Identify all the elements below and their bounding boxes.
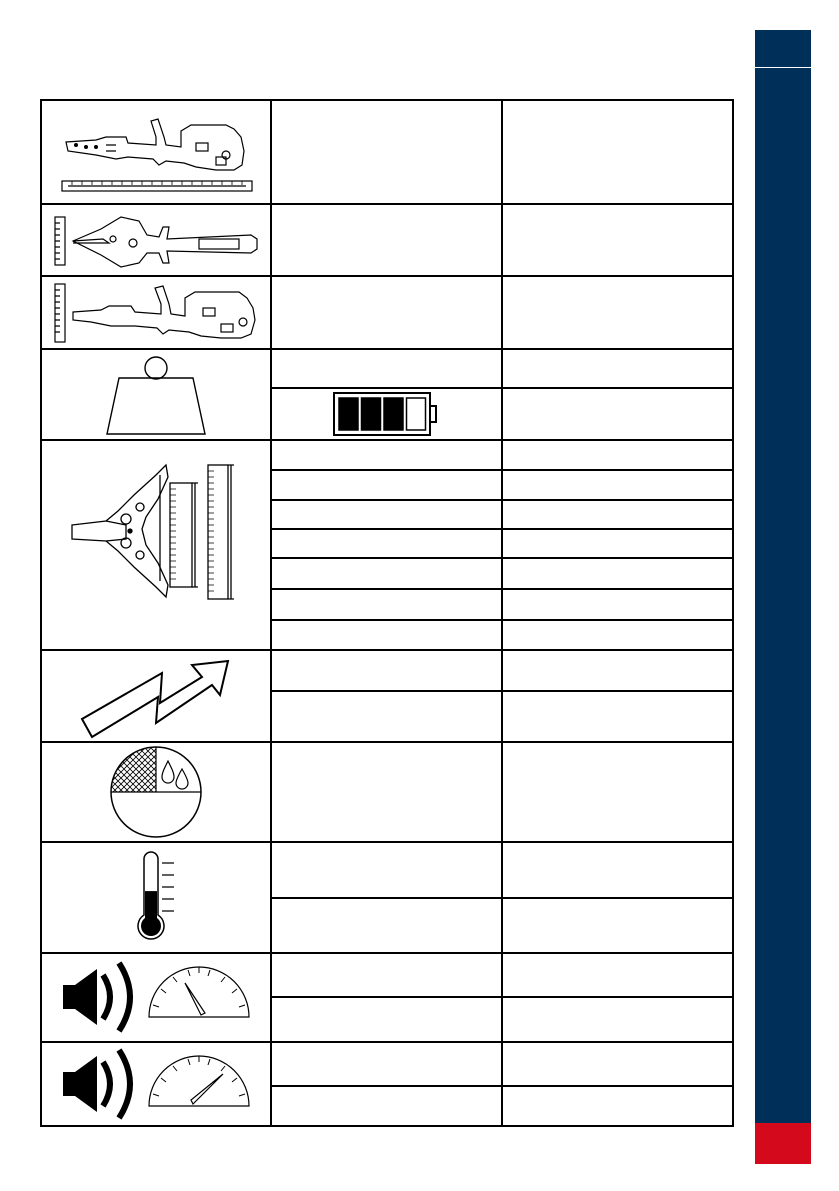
- table-row: [41, 440, 733, 470]
- tool-top-view-width-icon: [51, 209, 261, 271]
- value-cell: [271, 388, 502, 440]
- icon-cell: [41, 1042, 271, 1126]
- icon-cell: [41, 276, 271, 349]
- value-cell: [271, 842, 502, 898]
- battery-cells: [339, 398, 426, 430]
- value-cell: [502, 589, 733, 620]
- value-cell: [502, 204, 733, 275]
- battery-cell-filled: [339, 398, 358, 430]
- value-cell: [271, 440, 502, 470]
- value-cell: [271, 691, 502, 742]
- weight-icon: [81, 354, 231, 436]
- tool-side-view-length-icon: [56, 107, 256, 197]
- value-cell: [502, 276, 733, 349]
- value-cell: [502, 842, 733, 898]
- icon-cell: [41, 440, 271, 650]
- value-cell: [271, 997, 502, 1041]
- value-cell: [271, 898, 502, 953]
- value-cell: [502, 500, 733, 529]
- table-row: [41, 742, 733, 841]
- value-cell: [502, 898, 733, 953]
- value-cell: [502, 742, 733, 841]
- value-cell: [502, 100, 733, 204]
- side-band-marker: [755, 1123, 811, 1164]
- value-cell: [502, 620, 733, 650]
- table-row: [41, 100, 733, 204]
- value-cell: [502, 558, 733, 589]
- value-cell: [271, 589, 502, 620]
- sound-level-gauge-low-icon: [61, 957, 251, 1037]
- sound-level-gauge-high-icon: [61, 1044, 251, 1124]
- value-cell: [271, 620, 502, 650]
- icon-cell: [41, 650, 271, 742]
- icon-cell: [41, 100, 271, 204]
- value-cell: [502, 953, 733, 997]
- value-cell: [271, 349, 502, 388]
- lightning-force-icon: [76, 653, 236, 739]
- icon-cell: [41, 742, 271, 841]
- table-row: [41, 953, 733, 997]
- gauge-icon: [149, 1056, 249, 1106]
- thermometer-level: [145, 892, 157, 920]
- value-cell: [271, 742, 502, 841]
- value-cell: [271, 650, 502, 691]
- tool-side-view-height-icon: [51, 280, 261, 344]
- value-cell: [271, 1086, 502, 1126]
- table-row: [41, 276, 733, 349]
- value-cell: [502, 650, 733, 691]
- gauge-icon: [149, 967, 249, 1017]
- thermometer-icon: [126, 849, 186, 945]
- value-cell: [271, 276, 502, 349]
- value-cell: [502, 1086, 733, 1126]
- side-band: [755, 30, 811, 1164]
- spreader-arms-opening-icon: [66, 455, 246, 635]
- speaker-icon: [63, 1050, 130, 1118]
- table-row: [41, 1042, 733, 1086]
- icon-cell: [41, 953, 271, 1041]
- value-cell: [271, 204, 502, 275]
- value-cell: [271, 470, 502, 499]
- speaker-icon: [63, 963, 130, 1031]
- value-cell: [271, 500, 502, 529]
- value-cell: [502, 470, 733, 499]
- battery-icon: [332, 390, 442, 438]
- value-cell: [271, 529, 502, 558]
- table-row: [41, 842, 733, 898]
- icon-cell: [41, 842, 271, 953]
- value-cell: [502, 1042, 733, 1086]
- battery-cell-filled: [361, 398, 380, 430]
- value-cell: [271, 100, 502, 204]
- dust-water-protection-icon: [106, 745, 206, 839]
- side-band-divider: [755, 67, 811, 68]
- value-cell: [271, 953, 502, 997]
- value-cell: [502, 997, 733, 1041]
- table-row: [41, 204, 733, 275]
- table-row: [41, 349, 733, 388]
- value-cell: [271, 1042, 502, 1086]
- battery-cell-filled: [384, 398, 403, 430]
- value-cell: [271, 558, 502, 589]
- value-cell: [502, 691, 733, 742]
- spec-table: [40, 99, 734, 1127]
- value-cell: [502, 529, 733, 558]
- value-cell: [502, 349, 733, 388]
- table-row: [41, 650, 733, 691]
- icon-cell: [41, 349, 271, 440]
- value-cell: [502, 440, 733, 470]
- battery-cell-empty: [406, 398, 425, 430]
- value-cell: [502, 388, 733, 440]
- icon-cell: [41, 204, 271, 275]
